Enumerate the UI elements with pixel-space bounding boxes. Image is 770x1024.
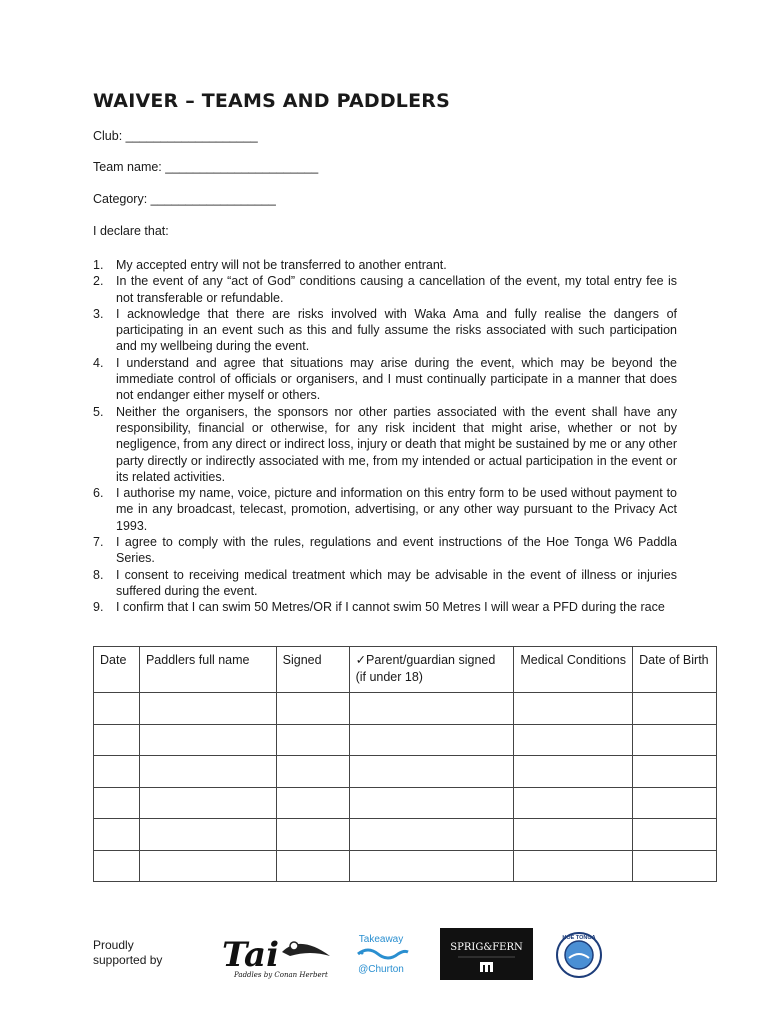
table-cell[interactable] (276, 693, 349, 725)
table-cell[interactable] (514, 787, 633, 819)
table-cell[interactable] (139, 693, 276, 725)
header-full-name: Paddlers full name (139, 647, 276, 693)
fish-icon (358, 950, 408, 958)
declaration-item: 8. I consent to receiving medical treatment which may be advisable in the event of illness or injuries suffered during the event. (93, 567, 677, 598)
header-signed: Signed (276, 647, 349, 693)
declaration-item: 6. I authorise my name, voice, picture and information on this entry form to be used without payment to me in any broadcast, telecast, promotion, advertising, or any other way pursuant to the Privacy Act 1993. (93, 486, 677, 533)
declaration-item: 4. I understand and agree that situations may arise during the event, which may be beyond the immediate control of officials or organisers, and I must continually participate in a manner that does not endanger either myself or others. (93, 355, 677, 403)
header-date: Date (94, 647, 140, 693)
table-cell[interactable] (349, 850, 514, 882)
declaration-item: 7. I agree to comply with the rules, regulations and event instructions of the Hoe Tonga W6 Paddla Series. (93, 535, 677, 566)
declaration-intro: I declare that: (93, 224, 169, 238)
header-medical: Medical Conditions (514, 647, 633, 693)
table-cell[interactable] (276, 787, 349, 819)
declaration-item: 9. I confirm that I can swim 50 Metres/OR if I cannot swim 50 Metres I will wear a PFD during the race (93, 600, 665, 615)
club-field: Club: ___________________ (93, 129, 258, 143)
table-cell[interactable] (94, 756, 140, 788)
tai-tagline: Paddles by Conan Herbert (234, 971, 328, 979)
table-row (94, 693, 717, 725)
table-cell[interactable] (139, 724, 276, 756)
takeaway-text: Takeaway (358, 934, 404, 945)
sprig-fern-text: SPRIG&FERN (450, 942, 523, 953)
table-cell[interactable] (94, 693, 140, 725)
table-cell[interactable] (633, 724, 717, 756)
table-cell[interactable] (633, 787, 717, 819)
table-cell[interactable] (276, 850, 349, 882)
paddlers-table (93, 646, 717, 882)
table-cell[interactable] (349, 819, 514, 851)
tai-paddles-logo (220, 930, 335, 980)
table-cell[interactable] (633, 693, 717, 725)
hoe-tonga-text: HOE TONGA (562, 935, 596, 941)
table-cell[interactable] (139, 819, 276, 851)
table-header-row (94, 647, 717, 693)
table-row (94, 819, 717, 851)
table-cell[interactable] (514, 756, 633, 788)
table-cell[interactable] (633, 819, 717, 851)
header-dob: Date of Birth (633, 647, 717, 693)
page-title: WAIVER – TEAMS AND PADDLERS (93, 90, 450, 112)
tai-wordmark: Tai (222, 935, 279, 975)
supported-by-text: Proudly supported by (93, 938, 163, 967)
declaration-item: 2. In the event of any “act of God” conditions causing a cancellation of the event, my total entry fee is not transferable or refundable. (93, 274, 677, 305)
building-icon (480, 962, 493, 972)
table-cell[interactable] (514, 850, 633, 882)
table-cell[interactable] (94, 787, 140, 819)
table-cell[interactable] (276, 819, 349, 851)
declaration-item: 3. I acknowledge that there are risks involved with Waka Ama and fully realise the dangers of participating in an event such as this and fully assume the risks associated with such participation and my wellbeing during the event. (93, 306, 677, 354)
table-cell[interactable] (276, 756, 349, 788)
table-cell[interactable] (139, 787, 276, 819)
table-body (94, 693, 717, 882)
table-cell[interactable] (139, 850, 276, 882)
tai-logo-graphic (220, 930, 335, 980)
table-cell[interactable] (514, 693, 633, 725)
declaration-item: 1. My accepted entry will not be transferred to another entrant. (93, 258, 447, 272)
table-cell[interactable] (514, 724, 633, 756)
table-cell[interactable] (94, 724, 140, 756)
table-cell[interactable] (349, 787, 514, 819)
sprig-fern-logo (440, 928, 533, 980)
table-row (94, 787, 717, 819)
table-cell[interactable] (94, 819, 140, 851)
table-cell[interactable] (514, 819, 633, 851)
table-cell[interactable] (349, 724, 514, 756)
table-row (94, 724, 717, 756)
table-cell[interactable] (349, 693, 514, 725)
category-field: Category: __________________ (93, 192, 276, 206)
hoe-tonga-logo (553, 930, 605, 980)
table-cell[interactable] (276, 724, 349, 756)
table-cell[interactable] (139, 756, 276, 788)
takeaway-churton-logo (350, 932, 412, 978)
table-cell[interactable] (94, 850, 140, 882)
declaration-list (93, 257, 677, 616)
table-row (94, 850, 717, 882)
table-cell[interactable] (633, 850, 717, 882)
table-row (94, 756, 717, 788)
table-cell[interactable] (633, 756, 717, 788)
header-parent-signed: ✓Parent/guardian signed (if under 18) (349, 647, 514, 693)
churton-text: @Churton (358, 964, 404, 975)
team-name-field: Team name: ______________________ (93, 160, 319, 174)
declaration-item: 5. Neither the organisers, the sponsors nor other parties associated with the event shall have any responsibility, financial or otherwise, for any risk incident that might arise, whether or not by negligence, from any direct or indirect loss, injury or death that might be sustained by me or any other party directly or indirectly associated with me, from my intended or actual participation in the event or its related activities. (93, 404, 677, 484)
table-cell[interactable] (349, 756, 514, 788)
